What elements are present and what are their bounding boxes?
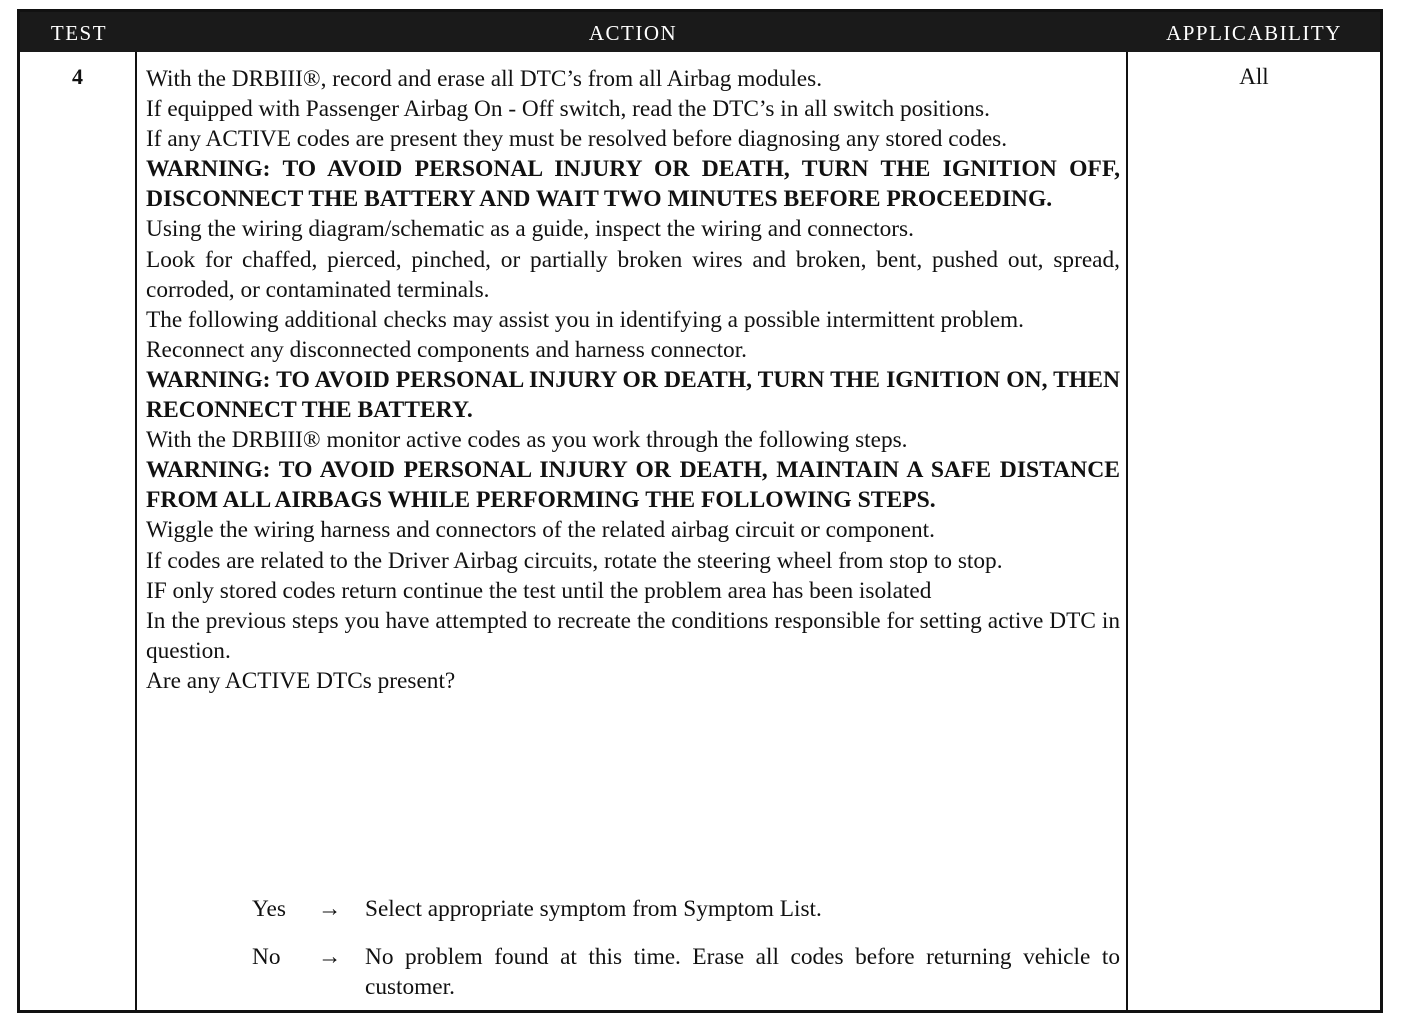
action-paragraph: In the previous steps you have attempted to recreate the conditions responsible for setting active DTC in question. <box>146 607 1120 664</box>
applicability-value: All <box>1239 64 1269 89</box>
column-divider-test <box>135 52 137 1010</box>
action-paragraph: If equipped with Passenger Airbag On - Off switch, read the DTC’s in all switch positions. <box>146 96 990 123</box>
answer-row <box>146 942 1120 1002</box>
answer-row <box>146 894 1120 924</box>
answer-list <box>146 894 1120 1020</box>
action-paragraph: If codes are related to the Driver Airbag circuits, rotate the steering wheel from stop to stop. <box>146 547 1003 574</box>
column-divider-applicability <box>1126 52 1128 1010</box>
header-action: ACTION <box>588 21 678 45</box>
warning-paragraph: WARNING: TO AVOID PERSONAL INJURY OR DEATH, TURN THE IGNITION ON, THEN RECONNECT THE BATTERY. <box>146 366 1120 424</box>
warning-paragraph: WARNING: TO AVOID PERSONAL INJURY OR DEATH, MAINTAIN A SAFE DISTANCE FROM ALL AIRBAGS WHILE PERFORMING THE FOLLOWING STEPS. <box>146 457 1120 514</box>
answer-text: No problem found at this time. Erase all codes before returning vehicle to customer. <box>365 944 1120 1000</box>
action-paragraph: Are any ACTIVE DTCs present? <box>146 667 456 694</box>
header-test: TEST <box>50 21 108 45</box>
answer-key: Yes <box>252 896 286 922</box>
action-text <box>146 64 1120 696</box>
answer-key: No <box>252 944 281 970</box>
right-arrow-icon: → <box>318 944 342 970</box>
test-number: 4 <box>72 64 83 89</box>
answer-text: Select appropriate symptom from Symptom List. <box>365 896 822 922</box>
diagnostic-table <box>17 9 1383 1013</box>
right-arrow-icon: → <box>318 896 342 922</box>
action-paragraph: The following additional checks may assist you in identifying a possible intermittent problem. <box>146 306 1025 333</box>
action-paragraph: Look for chaffed, pierced, pinched, or partially broken wires and broken, bent, pushed out, spread, corroded, or contaminated terminals. <box>146 246 1120 303</box>
action-paragraph: Using the wiring diagram/schematic as a guide, inspect the wiring and connectors. <box>146 216 914 243</box>
action-paragraph: IF only stored codes return continue the test until the problem area has been isolated <box>146 577 932 604</box>
table-header <box>20 12 1380 52</box>
action-paragraph: If any ACTIVE codes are present they must be resolved before diagnosing any stored codes. <box>146 126 1008 153</box>
header-applicability: APPLICABILITY <box>1166 21 1342 45</box>
warning-paragraph: WARNING: TO AVOID PERSONAL INJURY OR DEATH, TURN THE IGNITION OFF, DISCONNECT THE BATTERY AND WAIT TWO MINUTES BEFORE PROCEEDING. <box>146 156 1120 213</box>
action-paragraph: With the DRBIII®, record and erase all DTC’s from all Airbag modules. <box>146 66 823 92</box>
action-paragraph: With the DRBIII® monitor active codes as you work through the following steps. <box>146 427 908 454</box>
action-paragraph: Wiggle the wiring harness and connectors of the related airbag circuit or component. <box>146 517 935 544</box>
action-paragraph: Reconnect any disconnected components and harness connector. <box>146 336 747 363</box>
